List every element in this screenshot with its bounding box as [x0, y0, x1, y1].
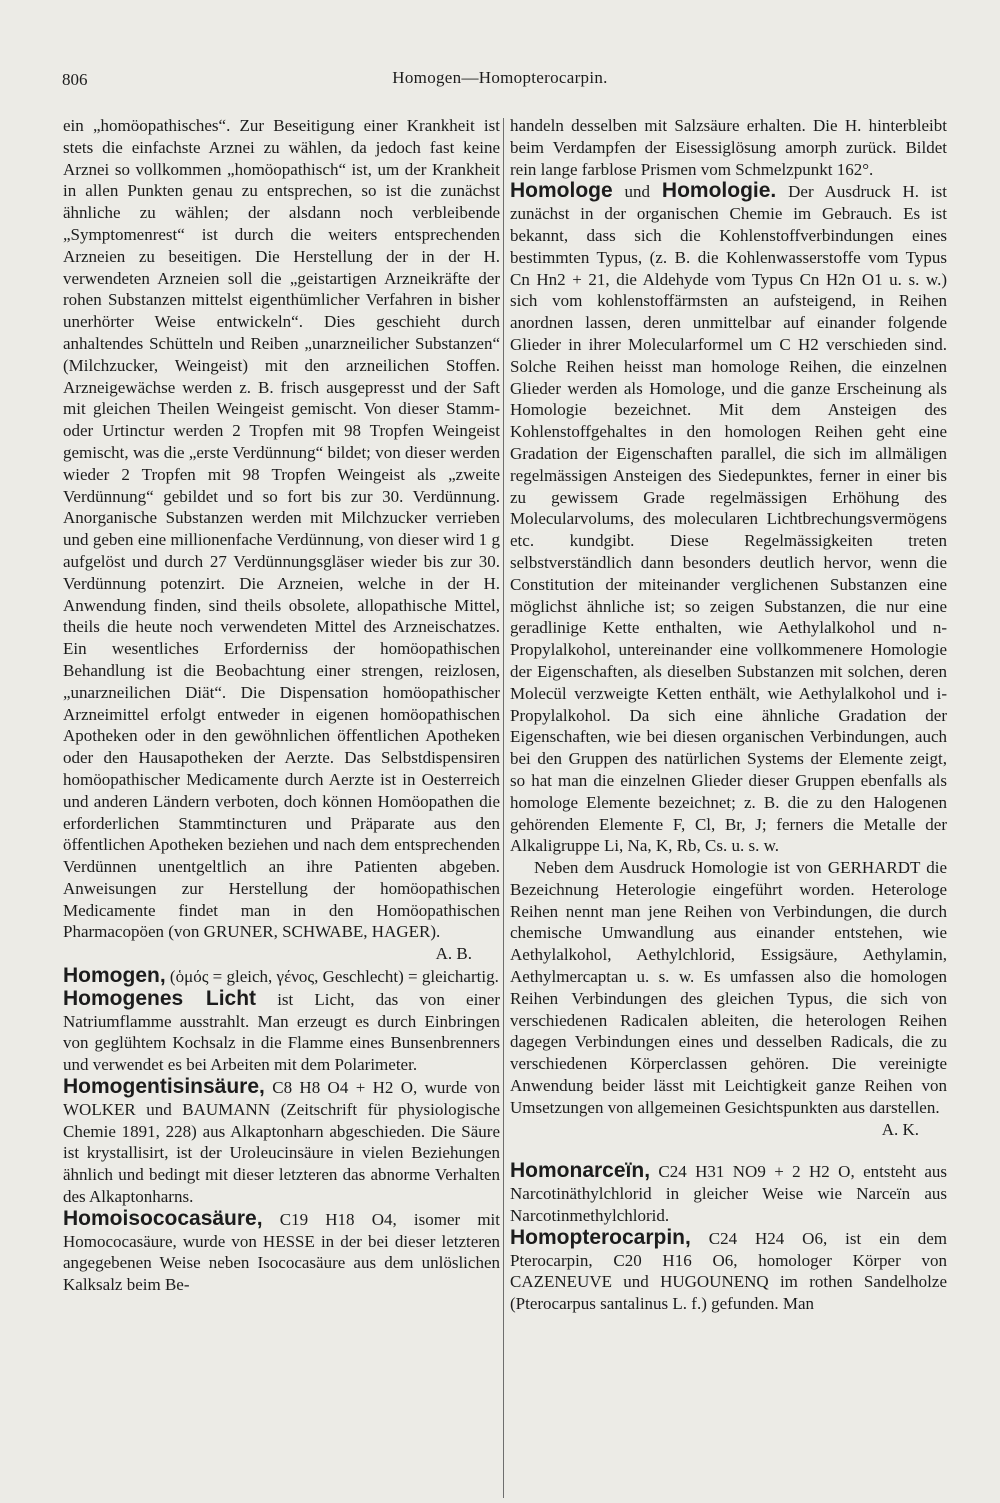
running-title: Homogen—Homopterocarpin. [392, 68, 608, 87]
text-homogenes-licht: ist Licht, das von einer Natriumflamme ausstrahlt. Man erzeugt es durch Einbringen von geglühtem Kochsalz in die Flamme eines Bunsenbrenners und verwendet es bei Arbeiten mit dem Polarimeter. [63, 989, 501, 1075]
entry-homologe [510, 180, 947, 857]
left-column [63, 115, 500, 1296]
headword-homogenes-licht: Homogenes Licht [63, 986, 257, 1010]
headword-homonarcein: Homonarceïn, [510, 1159, 651, 1183]
page-number: 806 [62, 70, 88, 89]
text-homonarcein: C24 H31 NO9 + 2 H2 O, entsteht aus Narcotinäthylchlorid in gleicher Weise wie Narceïn aus Narcotinmethylchlorid. [510, 1162, 947, 1226]
entry-gap [510, 1140, 947, 1160]
entry-homoisococasaeure [63, 1208, 500, 1296]
entry-homogentisinsaeure [63, 1076, 500, 1208]
entry-homonarcein [510, 1160, 947, 1226]
entry-homogen [63, 965, 500, 988]
entry-homopterocarpin [510, 1227, 947, 1315]
text-homologe: Der Ausdruck H. ist zunächst in der organischen Chemie im Gebrauch. Es ist bekannt, dass sich die Kohlenstoffverbindungen eines bestimmten Typus, (z. B. die Kohlenwasserstoffe vom Typus Cn Hn2 + 21, die Aldehyde vom Typus Cn H2n O1 u. s. w.) sich vom kohlenstoffärmsten an aufsteigend, in Reihen anordnen lassen, deren unmittelbar auf einander folgende Glieder in ihrer Molecularformel um C H2 verschieden sind. Solche Reihen heisst man homologe Reihen, die einzelnen Glieder werden als Homologe, und die ganze Erscheinung als Homologie bezeichnet. Mit dem Ansteigen des Kohlenstoffgehaltes in den homologen Reihen geht eine Gradation der Eigenschaften parallel, die sich im allmäligen regelmässigen Ansteigen des Siedepunktes, ferner in einer bis zu gewissem Grade regelmässigen Erhöhung des Molecularvolums, des molecularen Lichtbrechungsvermögens etc. kundgibt. Diese Regelmässigkeiten treten selbstverständlich dann besonders deutlich hervor, wenn die Constitution der miteinander verglichenen Substanzen eine möglichst ähnliche ist; so zeigen Substanzen, die nur eine geradlinige Kette enthalten, wie Aethylalkohol und n-Propylalkohol, untereinander eine vollkommenere Homologie der Eigenschaften, als dieselben Substanzen mit solchen, deren Molecül verzweigte Ketten enthält, wie Aethylalkohol und i-Propylalkohol. Da sich eine ähnliche Gradation der Eigenschaften, wie bei diesen organischen Verbindungen, auch bei den Gruppen des natürlichen Systems der Elemente zeigt, so hat man die einzelnen Glieder dieser Gruppen ebenfalls als homologe Elemente bezeichnet; z. B. die zu den Halogenen gehörenden Elemente F, Cl, Br, J; ferners die Metalle der Alkaligruppe Li, Na, K, Rb, Cs. u. s. w. [510, 182, 947, 856]
headword-homologe: Homologe [510, 179, 613, 203]
text-homologe-2: Neben dem Ausdruck Homologie ist von GERHARDT die Bezeichnung Heterologie eingeführt worden. Heterologe Reihen nennt man jene Reihen von Verbindungen, die durch chemische Umwandlung aus einander entstehen, wie Aethylalkohol, Aethylchlorid, Essigsäure, Aethylamin, Aethylmercaptan u. s. w. Es umfassen also die homologen Reihen Verbindungen des gleichen Typus, die sich von verschiedenen Radicalen ableiten, die heterologen Reihen dagegen Verbindungen eines und desselben Radicals, die zu verschiedenen Körperclassen gehören. Die vereinigte Anwendung beider lässt mit Leichtigkeit ganze Reihen von Umsetzungen von allgemeinen Gesichtspunkten aus darstellen. [510, 858, 947, 1117]
entry-homogenes-licht [63, 988, 500, 1076]
signature-ak: A. K. [881, 1119, 919, 1139]
headword-homogen: Homogen, [63, 964, 166, 988]
headword-homologie: Homologie. [661, 179, 777, 203]
headword-connector: und [624, 182, 651, 202]
homoeopathie-continuation: ein „homöopathisches“. Zur Beseitigung einer Krankheit ist stets die einfachste Arznei zu wählen, da jedoch fast keine Arznei so vollkommen „homöopathisch“ ist, um der Krankheit in allen Punkten genau zu entsprechen, so ist die zunächst ähnliche zu wählen; der alsdann noch verbleibende „Symptomenrest“ ist durch die weiters entsprechenden Arzneien zu beseitigen. Die Herstellung der in der H. verwendeten Arzneien soll die „geistartigen Arzneikräfte der rohen Substanzen mittelst eigenthümlicher Verfahren in bisher unerhörter Weise entwickeln“. Dies geschieht durch anhaltendes Schütteln und Reiben „unarzneilicher Substanzen“ (Milchzucker, Weingeist) mit den arzneilichen Stoffen. Arzneigewächse werden z. B. frisch ausgepresst und der Saft mit gleichen Theilen Weingeist gemischt. Von dieser Stamm- oder Urtinctur werden 2 Tropfen mit 98 Tropfen Weingeist gemischt, was die „erste Verdünnung“ bildet; von dieser werden wieder 2 Tropfen mit 98 Tropfen Weingeist als „zweite Verdünnung“ gebildet und so fort bis zur 30. Verdünnung. Anorganische Substanzen werden mit Milchzucker verrieben und geben eine millionenfache Verdünnung, von dieser wird 1 g aufgelöst und durch 27 Verdünnungsgläser wieder bis zur 30. Verdünnung potenzirt. Die Arzneien, welche in der H. Anwendung finden, sind theils obsolete, allopathische Mittel, theils die heute noch verwendeten Mittel des Arzneischatzes. Ein wesentliches Erforderniss der homöopathischen Behandlung ist die Beobachtung einer strengen, reizlosen, „unarzneilichen Diät“. Die Dispensation homöopathischer Arzneimittel erfolgt entweder in eigenen homöopathischen Apotheken oder in den gewöhnlichen öffentlichen Apotheken oder den Hausapotheken der Aerzte. Das Selbstdispensiren homöopathischer Medicamente durch Aerzte ist in Oesterreich und anderen Ländern verboten, doch können Homöopathen die erforderlichen Stammtincturen und Präparate aus den öffentlichen Apotheken beziehen und nach dem entsprechenden Verdünnen unentgeltlich an ihre Patienten abgeben. Anweisungen zur Herstellung der homöopathischen Medicamente findet man in den Homöopathischen Pharmacopöen (von GRUNER, SCHWABE, HAGER). [63, 116, 500, 942]
text-homopterocarpin: C24 H24 O6, ist ein dem Pterocarpin, C20 H16 O6, homologer Körper von CAZENEUVE und HUGOUNENQ im rothen Sandelholze (Pterocarpus santalinus L. f.) gefunden. Man [510, 1228, 947, 1314]
headword-homoisococasaeure: Homoisococasäure, [63, 1206, 263, 1230]
headword-homopterocarpin: Homopterocarpin, [510, 1225, 691, 1249]
text-homoisococasaeure: C19 H18 O4, isomer mit Homococasäure, wurde von HESSE in der bei dieser letzteren angegebenen Weise neben Isococasäure aus dem unlöslichen Kalksalz beim Be- [63, 1209, 500, 1295]
text-homogentisinsaeure: C8 H8 O4 + H2 O, wurde von WOLKER und BAUMANN (Zeitschrift für physiologische Chemie 1891, 228) aus Alkaptonharn abgeschieden. Die Säure ist krystallisirt, ist der Uroleucinsäure in vielen Beziehungen ähnlich und bedingt mit dieser letzteren das abnorme Verhalten des Alkaptonharns. [63, 1078, 500, 1207]
right-column [510, 115, 947, 1315]
headword-homogentisinsaeure: Homogentisinsäure, [63, 1075, 265, 1099]
signature-ab: A. B. [435, 944, 472, 964]
isococa-continuation: handeln desselben mit Salzsäure erhalten. Die H. hinterbleibt beim Verdampfen der Eisessiglösung amorph zurück. Bildet rein lange farblose Prismen vom Schmelzpunkt 162°. [510, 116, 947, 179]
column-divider [503, 118, 504, 1498]
text-homogen: (ὁμός = gleich, γένος, Geschlecht) = gleichartig. [169, 967, 499, 987]
